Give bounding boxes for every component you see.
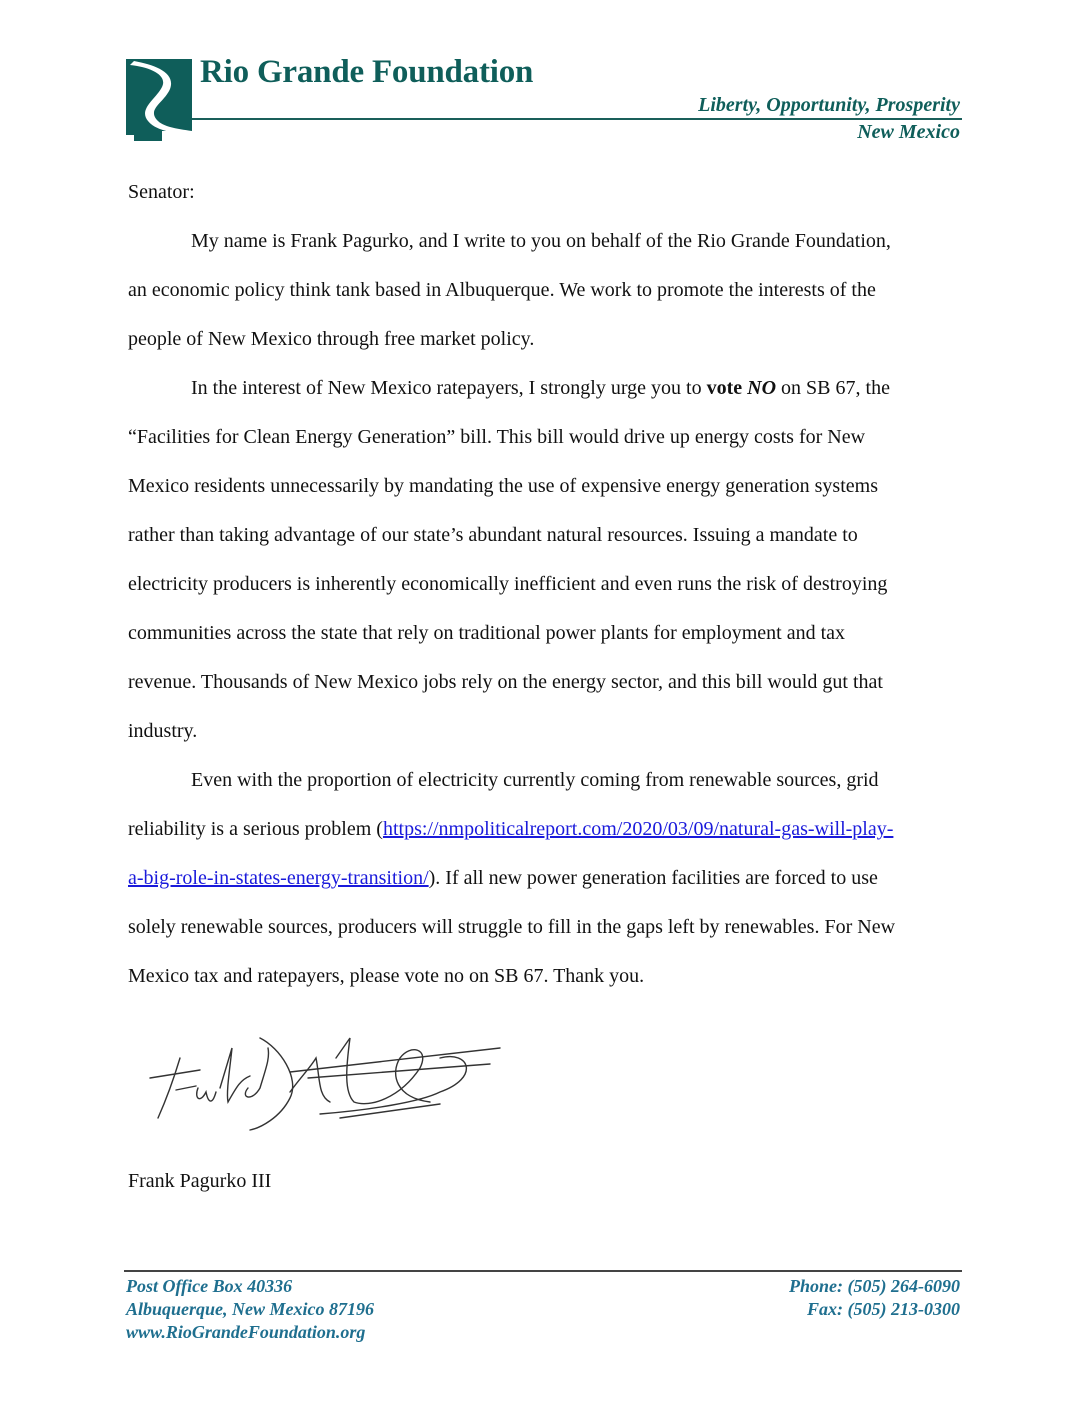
state-name: New Mexico	[857, 121, 960, 143]
paragraph-line: “Facilities for Clean Energy Generation” bill. This bill would drive up energy costs for New	[128, 426, 866, 448]
address-line: Post Office Box 40336	[126, 1276, 293, 1296]
source-link[interactable]: https://nmpoliticalreport.com/2020/03/09/natural-gas-will-play-	[382, 818, 894, 840]
letter-body	[128, 168, 958, 1001]
signer-name: Frank Pagurko III	[128, 1170, 272, 1192]
paragraph-line: an economic policy think tank based in Albuquerque. We work to promote the interests of the	[128, 279, 876, 301]
salutation: Senator:	[128, 181, 195, 203]
paragraph-line: Even with the proportion of electricity currently coming from renewable sources, grid	[191, 769, 879, 791]
phone-number: Phone: (505) 264-6090	[789, 1276, 960, 1296]
text-run: In the interest of New Mexico ratepayers, I strongly urge you to	[191, 377, 707, 399]
no-emphasis: NO	[747, 377, 777, 399]
paragraph-line: Mexico residents unnecessarily by mandating the use of expensive energy generation systems	[128, 475, 878, 497]
text-run: reliability is a serious problem (	[128, 818, 383, 840]
header-divider	[192, 118, 962, 120]
paragraph-argument	[128, 364, 958, 756]
organization-name: Rio Grande Foundation	[200, 54, 534, 90]
footer-address	[126, 1275, 374, 1344]
text-run: ). If all new power generation facilities are forced to use	[428, 867, 878, 889]
tagline: Liberty, Opportunity, Prosperity	[698, 94, 960, 116]
paragraph-reliability	[128, 756, 958, 1001]
footer-contact	[789, 1275, 960, 1321]
paragraph-line: communities across the state that rely on traditional power plants for employment and tax	[128, 622, 846, 644]
source-link-continued[interactable]: a-big-role-in-states-energy-transition/	[128, 867, 429, 889]
paragraph-intro	[128, 217, 958, 364]
footer-divider	[124, 1270, 962, 1272]
paragraph-line: Mexico tax and ratepayers, please vote no on SB 67. Thank you.	[128, 965, 645, 987]
paragraph-line: solely renewable sources, producers will struggle to fill in the gaps left by renewables. For New	[128, 916, 896, 938]
text-run: on SB 67, the	[776, 377, 890, 399]
river-logo-icon	[126, 59, 192, 141]
paragraph-line: electricity producers is inherently economically inefficient and even runs the risk of destroying	[128, 573, 888, 595]
paragraph-line	[128, 805, 958, 854]
paragraph-line: My name is Frank Pagurko, and I write to you on behalf of the Rio Grande Foundation,	[191, 230, 891, 252]
handwritten-signature-icon	[140, 1018, 520, 1138]
paragraph-line: people of New Mexico through free market policy.	[128, 328, 535, 350]
paragraph-line: rather than taking advantage of our state’s abundant natural resources. Issuing a mandate to	[128, 524, 858, 546]
paragraph-line	[128, 364, 958, 413]
paragraph-line	[128, 854, 958, 903]
vote-emphasis: vote	[706, 377, 748, 399]
paragraph-line: revenue. Thousands of New Mexico jobs rely on the energy sector, and this bill would gut that	[128, 671, 883, 693]
address-line: Albuquerque, New Mexico 87196	[126, 1299, 375, 1319]
website-link[interactable]: www.RioGrandeFoundation.org	[126, 1322, 366, 1342]
paragraph-line: industry.	[128, 720, 198, 742]
fax-number: Fax: (505) 213-0300	[807, 1299, 960, 1319]
